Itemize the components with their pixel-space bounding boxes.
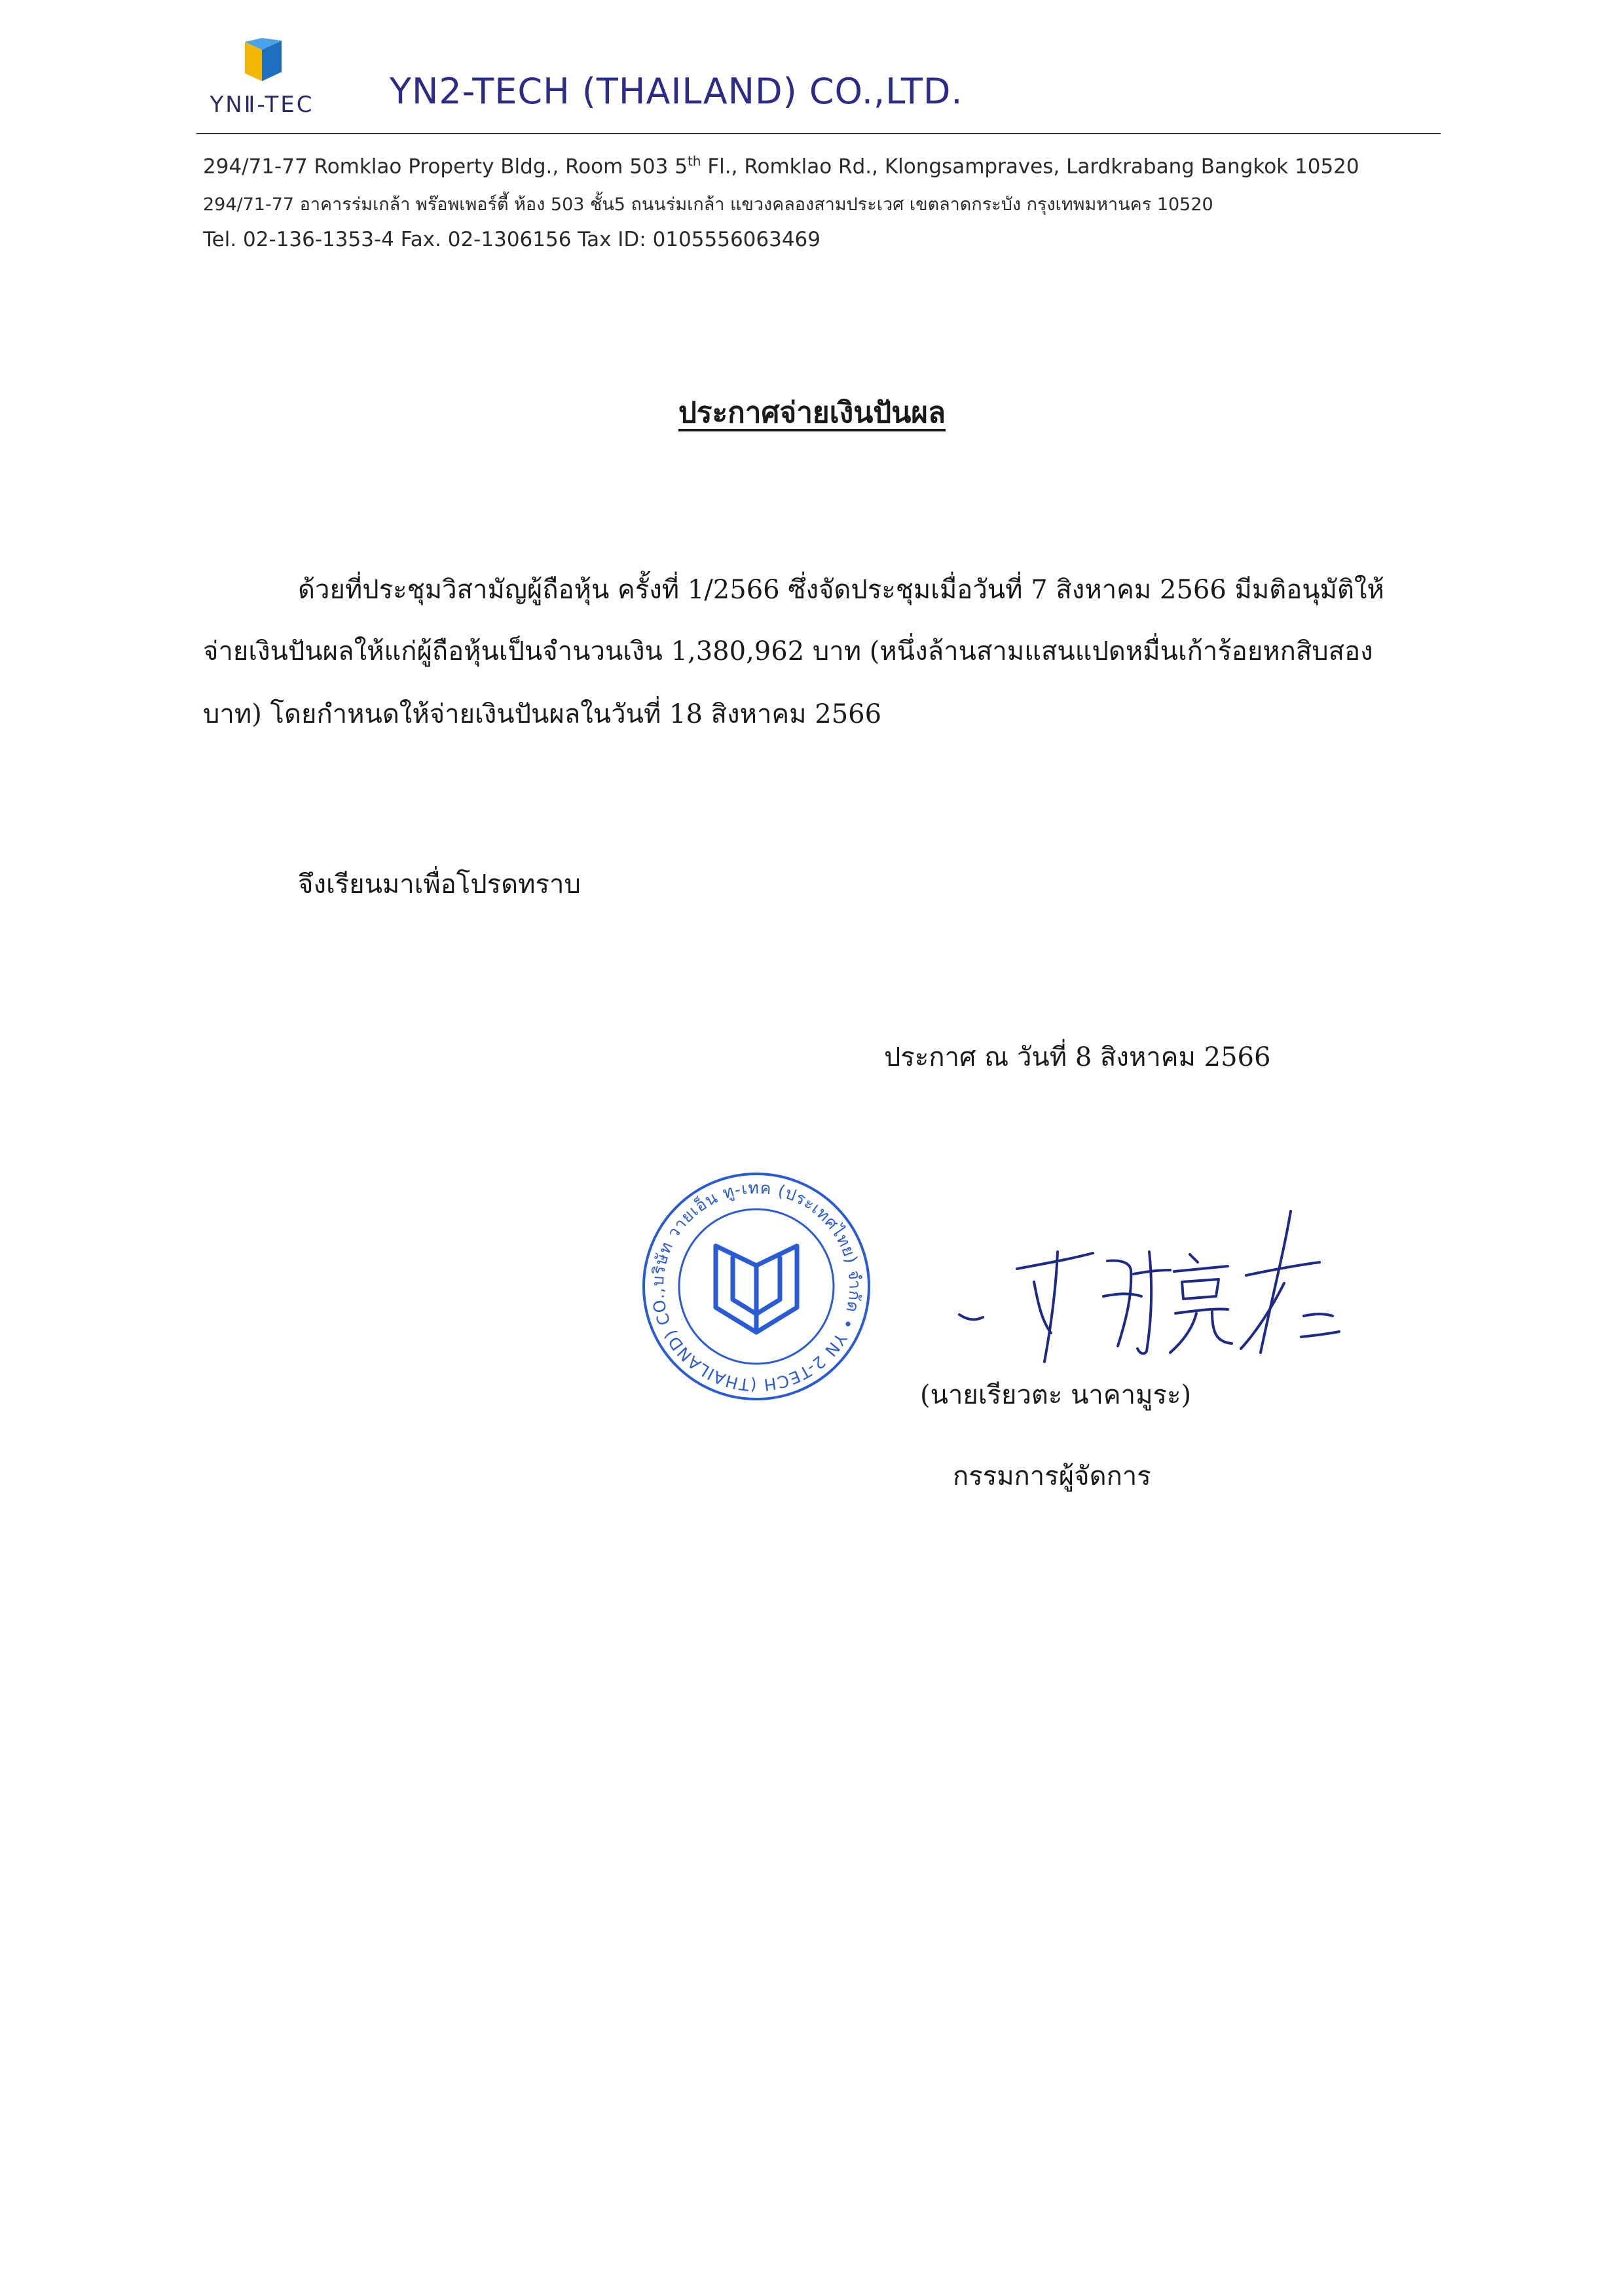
- seal-logo-icon: [716, 1246, 797, 1332]
- document-title: ประกาศจ่ายเงินปันผล: [678, 396, 946, 429]
- signer-title: กรรมการผู้จัดการ: [953, 1461, 1151, 1491]
- seal-ring-text: บริษัท วายเอ็น ทู-เทค (ประเทศไทย) จำกัด • YN 2-TECH (THAILAND) CO.,: [648, 1178, 865, 1395]
- signature: [953, 1198, 1352, 1375]
- logo-cube-icon: [242, 38, 284, 84]
- company-seal: [638, 1169, 874, 1404]
- letterhead-divider: [196, 133, 1441, 134]
- signer-name: (นายเรียวตะ นาคามูระ): [920, 1380, 1192, 1410]
- paragraph-line: ด้วยที่ประชุมวิสามัญผู้ถือหุ้น ครั้งที่ 1/2566 ซึ่งจัดประชุมเมื่อวันที่ 7 สิงหาคม 2566 มีมติอนุมัติให้: [298, 575, 1384, 605]
- address-english: 294/71-77 Romklao Property Bldg., Room 503 5th Fl., Romklao Rd., Klongsampraves, Lardkrabang Bangkok 10520: [203, 153, 1359, 179]
- logo-wordmark: YNⅡ-TEC: [210, 92, 314, 118]
- company-name: YN2-TECH (THAILAND) CO.,LTD.: [390, 71, 963, 112]
- contact-line: Tel. 02-136-1353-4 Fax. 02-1306156 Tax ID: 0105556063469: [203, 228, 821, 251]
- announcement-date: ประกาศ ณ วันที่ 8 สิงหาคม 2566: [884, 1042, 1271, 1072]
- company-logo: [196, 38, 327, 130]
- address-thai: 294/71-77 อาคารร่มเกล้า พร๊อพเพอร์ตี้ ห้อง 503 ชั้น5 ถนนร่มเกล้า แขวงคลองสามประเวศ เขตลาดกระบัง กรุงเทพมหานคร 10520: [203, 194, 1213, 215]
- closing-line: จึงเรียนมาเพื่อโปรดทราบ: [298, 869, 581, 900]
- paragraph-line: บาท) โดยกำหนดให้จ่ายเงินปันผลในวันที่ 18 สิงหาคม 2566: [203, 699, 882, 729]
- paragraph-line: จ่ายเงินปันผลให้แก่ผู้ถือหุ้นเป็นจำนวนเงิน 1,380,962 บาท (หนึ่งล้านสามแสนแปดหมื่นเก้าร้อยหกสิบสอง: [203, 636, 1373, 666]
